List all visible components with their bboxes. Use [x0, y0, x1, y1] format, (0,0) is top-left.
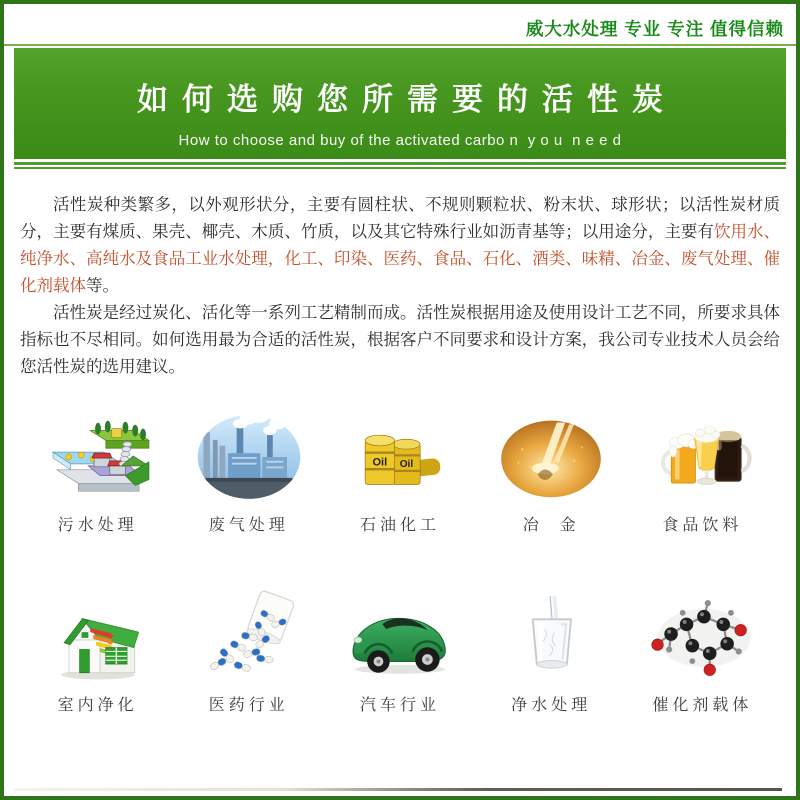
app-label: 食品饮料	[662, 517, 743, 534]
brand-slogan: 威大水处理 专业 专注 值得信赖	[525, 19, 784, 39]
app-waste-gas	[173, 409, 324, 535]
water-purification-icon	[501, 589, 601, 683]
app-petrochemical	[324, 409, 475, 535]
intro-text	[20, 192, 780, 381]
intro-p1-black: 活性炭种类繁多，以外观形状分，主要有圆柱状、不规则颗粒状、粉末状、球形状；以活性炭材质分，主要有煤质、果壳、椰壳、木质、竹质，以及其它特殊行业如沥青基等；以用途分，主要有	[20, 196, 780, 241]
intro-p1-tail: 等。	[86, 277, 119, 295]
app-label: 室内净化	[57, 697, 138, 714]
app-label: 催化剂载体	[652, 697, 753, 714]
sewage-treatment-icon	[39, 409, 157, 503]
intro-p1-red-highlight: 饮用水、纯净水、高纯水及食品工业水处理，化工、印染、医药、食品、石化、酒类、味精、冶金、废气处理、催化剂载体	[20, 223, 781, 295]
app-catalyst-carrier	[627, 589, 778, 715]
pharmaceutical-icon	[193, 589, 305, 683]
app-metallurgy	[476, 409, 627, 535]
application-grid	[4, 409, 796, 715]
app-indoor-purification	[22, 589, 173, 715]
title-banner	[14, 48, 786, 159]
food-beverage-icon	[646, 409, 758, 503]
svg-text:Oil: Oil	[399, 459, 414, 471]
banner-underline-thin	[14, 167, 786, 169]
app-label: 汽车行业	[360, 697, 441, 714]
waste-gas-treatment-icon	[192, 409, 306, 503]
app-label: 净水处理	[511, 697, 592, 714]
catalyst-carrier-icon	[644, 589, 760, 683]
banner-title: 如何选购您所需要的活性炭	[137, 82, 677, 117]
svg-text:Oil: Oil	[372, 456, 388, 469]
intro-paragraph-2: 活性炭是经过炭化、活化等一系列工艺精制而成。活性炭根据用途及使用设计工艺不同，所要求具体指标也不尽相同。如何选用最为合适的活性炭，根据客户不同要求和设计方案，我公司专业技术人员会给您活性炭的选用建议。	[20, 304, 780, 376]
app-water-purification	[476, 589, 627, 715]
bottom-divider	[14, 788, 782, 791]
metallurgy-icon	[493, 409, 609, 503]
banner-underline-thick	[14, 162, 786, 165]
top-bar	[4, 4, 796, 44]
top-divider	[4, 44, 796, 46]
app-pharmaceutical	[173, 589, 324, 715]
application-row-1	[4, 409, 796, 535]
app-label: 医药行业	[208, 697, 289, 714]
app-label: 石油化工	[360, 517, 441, 534]
app-label: 冶 金	[522, 517, 580, 534]
app-label: 污水处理	[57, 517, 138, 534]
automotive-icon	[341, 589, 459, 683]
indoor-purification-icon	[40, 589, 156, 683]
application-row-2	[4, 589, 796, 715]
banner-subtitle: How to choose and buy of the activated carbo n y o u n e e d	[178, 132, 622, 149]
intro-paragraph-1	[20, 192, 780, 300]
petrochemical-icon	[345, 409, 455, 503]
app-automotive	[324, 589, 475, 715]
app-label: 废气处理	[208, 517, 289, 534]
app-food-beverage	[627, 409, 778, 535]
app-sewage-treatment	[22, 409, 173, 535]
